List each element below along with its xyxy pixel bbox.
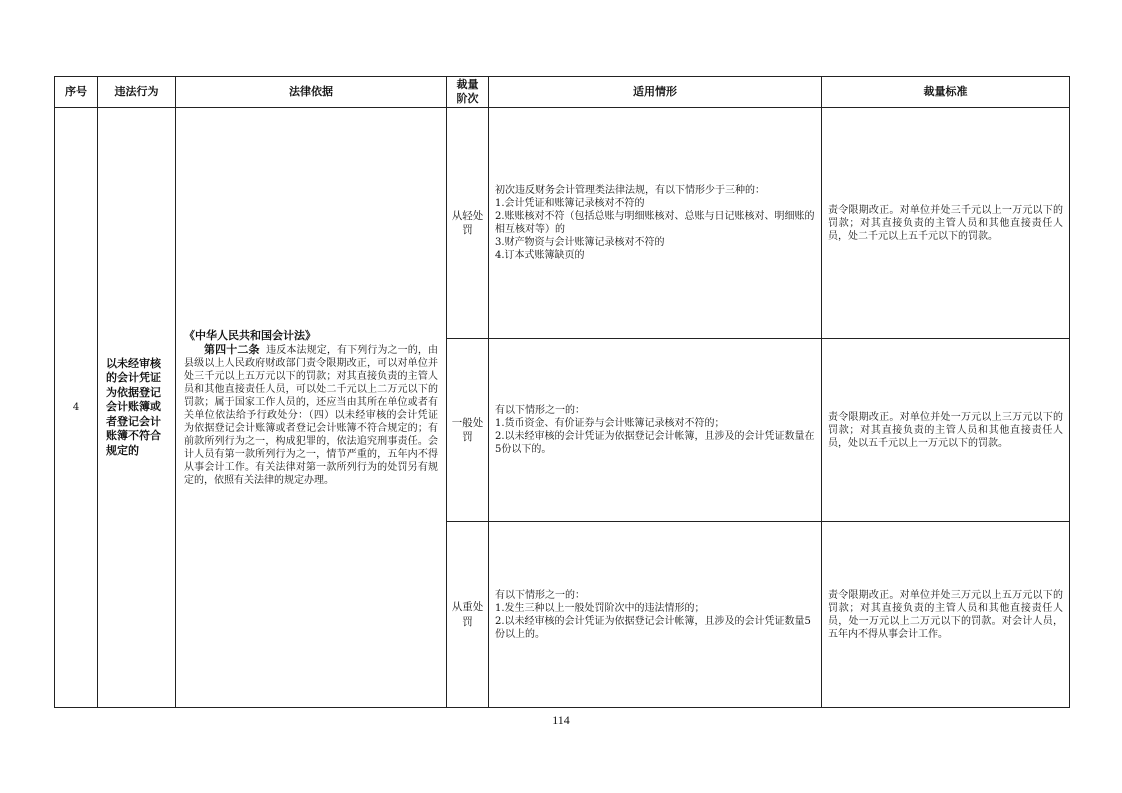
situation-severe	[489, 522, 822, 708]
law-title: 《中华人民共和国会计法》	[184, 328, 316, 342]
level-severe: 从重处罚	[447, 522, 489, 708]
law-body	[184, 343, 438, 487]
violation-act: 以未经审核的会计凭证为依据登记会计账簿或者登记会计账簿不符合规定的	[98, 108, 176, 708]
situation-line: 有以下情形之一的：	[495, 589, 585, 601]
situation-line: 2.以未经审核的会计凭证为依据登记会计帐簿，且涉及的会计凭证数量在5份以下的。	[495, 431, 815, 455]
level-general: 一般处罚	[447, 339, 489, 522]
discretion-table	[54, 76, 1070, 708]
situation-line: 初次违反财务会计管理类法律法规，有以下情形少于三种的：	[495, 185, 765, 196]
situation-line: 1.会计凭证和账簿记录核对不符的	[495, 198, 645, 209]
situation-line: 2.账账核对不符（包括总账与明细账核对、总账与日记账核对、明细账的相互核对等）的	[495, 211, 815, 235]
level-lenient: 从轻处罚	[447, 108, 489, 339]
header-standard: 裁量标准	[822, 77, 1070, 108]
situation-line: 3.财产物资与会计账簿记录核对不符的	[495, 237, 665, 248]
situation-line: 1.货币资金、有价证券与会计账簿记录核对不符的；	[495, 418, 725, 429]
header-no: 序号	[55, 77, 98, 108]
row-number: 4	[55, 108, 98, 708]
standard-general: 责令限期改正。对单位并处一万元以上三万元以下的罚款；对其直接负责的主管人员和其他直接责任人员，处以五千元以上一万元以下的罚款。	[822, 339, 1070, 522]
header-act: 违法行为	[98, 77, 176, 108]
standard-severe: 责令限期改正。对单位并处三万元以上五万元以下的罚款；对其直接负责的主管人员和其他直接责任人员，处一万元以上二万元以下的罚款。对会计人员，五年内不得从事会计工作。	[822, 522, 1070, 708]
table-row	[55, 108, 1070, 339]
law-text: 违反本法规定，有下列行为之一的，由县级以上人民政府财政部门责令限期改正，可以对单位并处三千元以上五万元以下的罚款；对其直接负责的主管人员和其他直接责任人员，可以处二千元以上二万元以下的罚款；属于国家工作人员的，还应当由其所在单位或者有关单位依法给予行政处分：（四）以未经审核的会计凭证为依据登记会计账簿或者登记会计账簿不符合规定的；有前款所列行为之一，构成犯罪的，依法追究刑事责任。会计人员有第一款所列行为之一，情节严重的，五年内不得从事会计工作。有关法律对第一款所列行为的处罚另有规定的，依照有关法律的规定办理。	[184, 344, 439, 486]
situation-line: 4.订本式账簿缺页的	[495, 250, 585, 261]
situation-lenient	[489, 108, 822, 339]
situation-line: 有以下情形之一的：	[495, 405, 585, 416]
legal-basis	[176, 108, 447, 708]
header-situation: 适用情形	[489, 77, 822, 108]
law-article: 第四十二条	[204, 342, 260, 356]
situation-line: 2.以未经审核的会计凭证为依据登记会计帐簿，且涉及的会计凭证数量5份以上的。	[495, 615, 811, 640]
standard-lenient: 责令限期改正。对单位并处三千元以上一万元以下的罚款；对其直接负责的主管人员和其他直接责任人员，处二千元以上五千元以下的罚款。	[822, 108, 1070, 339]
header-law: 法律依据	[176, 77, 447, 108]
situation-general	[489, 339, 822, 522]
situation-line: 1.发生三种以上一般处罚阶次中的违法情形的；	[495, 602, 705, 614]
header-level: 裁量阶次	[447, 77, 489, 108]
page-number: 114	[552, 713, 570, 727]
header-row	[55, 77, 1070, 108]
